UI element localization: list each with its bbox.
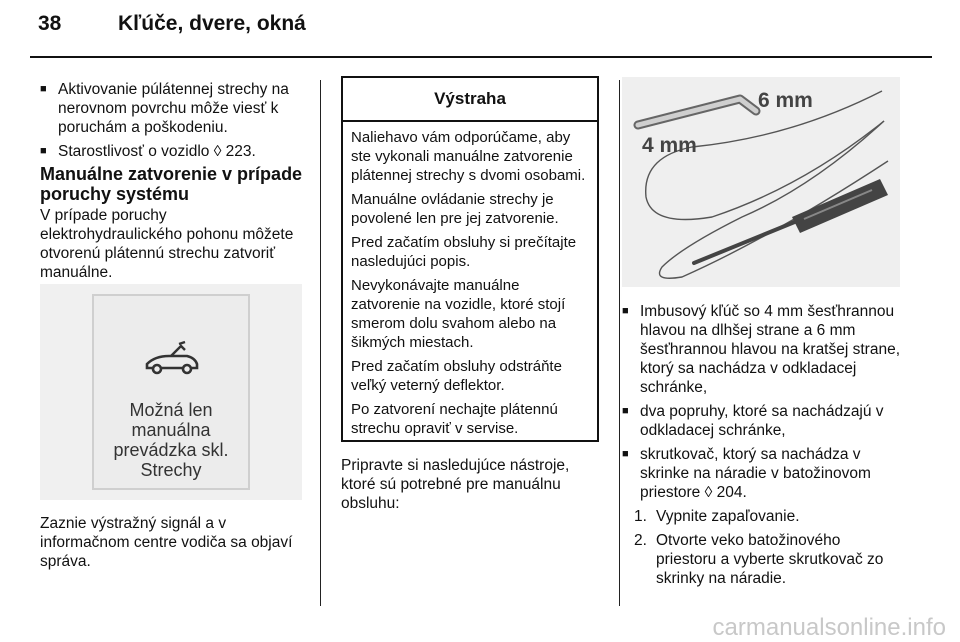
page-title: Kľúče, dvere, okná [118, 12, 306, 35]
header-rule [30, 56, 932, 58]
column-3-text [622, 302, 904, 588]
warning-paragraph: Pred začatím obsluhy odstráňte veľký veterný deflektor. [351, 358, 562, 394]
warning-paragraph: Pred začatím obsluhy si prečítajte nasledujúci popis. [351, 234, 577, 270]
label-4mm: 4 mm [642, 134, 697, 157]
warning-paragraph: Naliehavo vám odporúčame, aby ste vykonali manuálne zatvorenie plátennej strechy s dvomi osobami. [351, 129, 586, 184]
column-divider-2 [619, 80, 620, 606]
step-item: 2. Otvorte veko batožinového priestoru a vyberte skrutkovač zo skrinky na náradie. [634, 532, 884, 587]
list-item: ■ Starostlivosť o vozidlo ◊ 223. [40, 142, 308, 161]
warning-body [343, 122, 597, 438]
list-item: ■ skrutkovač, ktorý sa nachádza v skrinke na náradie v batožinovom priestore ◊ 204. [622, 445, 904, 502]
after-figure-paragraph: Zaznie výstražný signál a v informačnom centre vodiča sa objaví správa. [40, 515, 293, 570]
intro-paragraph: V prípade poruchy elektrohydraulického pohonu môžete otvorenú plátennú strechu zatvoriť manuálne. [40, 207, 294, 281]
display-message: Možná len manuálna prevádzka skl. Strechy [113, 400, 229, 480]
watermark: carmanualsonline.info [712, 614, 946, 641]
tools-illustration [622, 77, 900, 287]
display-panel [92, 294, 250, 490]
tools-intro-paragraph: Pripravte si nasledujúce nástroje, ktoré sú potrebné pre manuálnu obsluhu: [341, 457, 570, 512]
step-item: 1. Vypnite zapaľovanie. [634, 508, 800, 525]
list-item: ■ Imbusový kľúč so 4 mm šesťhrannou hlavou na dlhšej strane a 6 mm šesťhrannou hlavou na kratšej strane, ktorý sa nachádza v odkladacej schránke, [622, 302, 904, 397]
column-1 [40, 80, 308, 161]
section-heading: Manuálne zatvorenie v prípade poruchy systému [40, 164, 303, 204]
convertible-car-icon [141, 340, 201, 380]
warning-paragraph: Manuálne ovládanie strechy je povolené len pre jej zatvorenie. [351, 191, 559, 227]
warning-paragraph: Nevykonávajte manuálne zatvorenie na vozidle, ktoré stojí smerom dolu svahom alebo na šikmých miestach. [351, 277, 566, 351]
column-divider-1 [320, 80, 321, 606]
warning-title: Výstraha [343, 78, 597, 122]
list-item: ■ Aktivovanie púlátennej strechy na nerovnom povrchu môže viesť k poruchám a poškodeniu. [40, 80, 308, 137]
label-6mm: 6 mm [758, 89, 813, 112]
list-item: ■ dva popruhy, ktoré sa nachádzajú v odkladacej schránke, [622, 402, 904, 440]
page-number: 38 [38, 12, 62, 35]
warning-display-figure [40, 284, 302, 500]
warning-box [341, 76, 599, 442]
tools-figure [622, 77, 900, 287]
warning-paragraph: Po zatvorení nechajte plátennú strechu opraviť v servise. [351, 401, 558, 437]
